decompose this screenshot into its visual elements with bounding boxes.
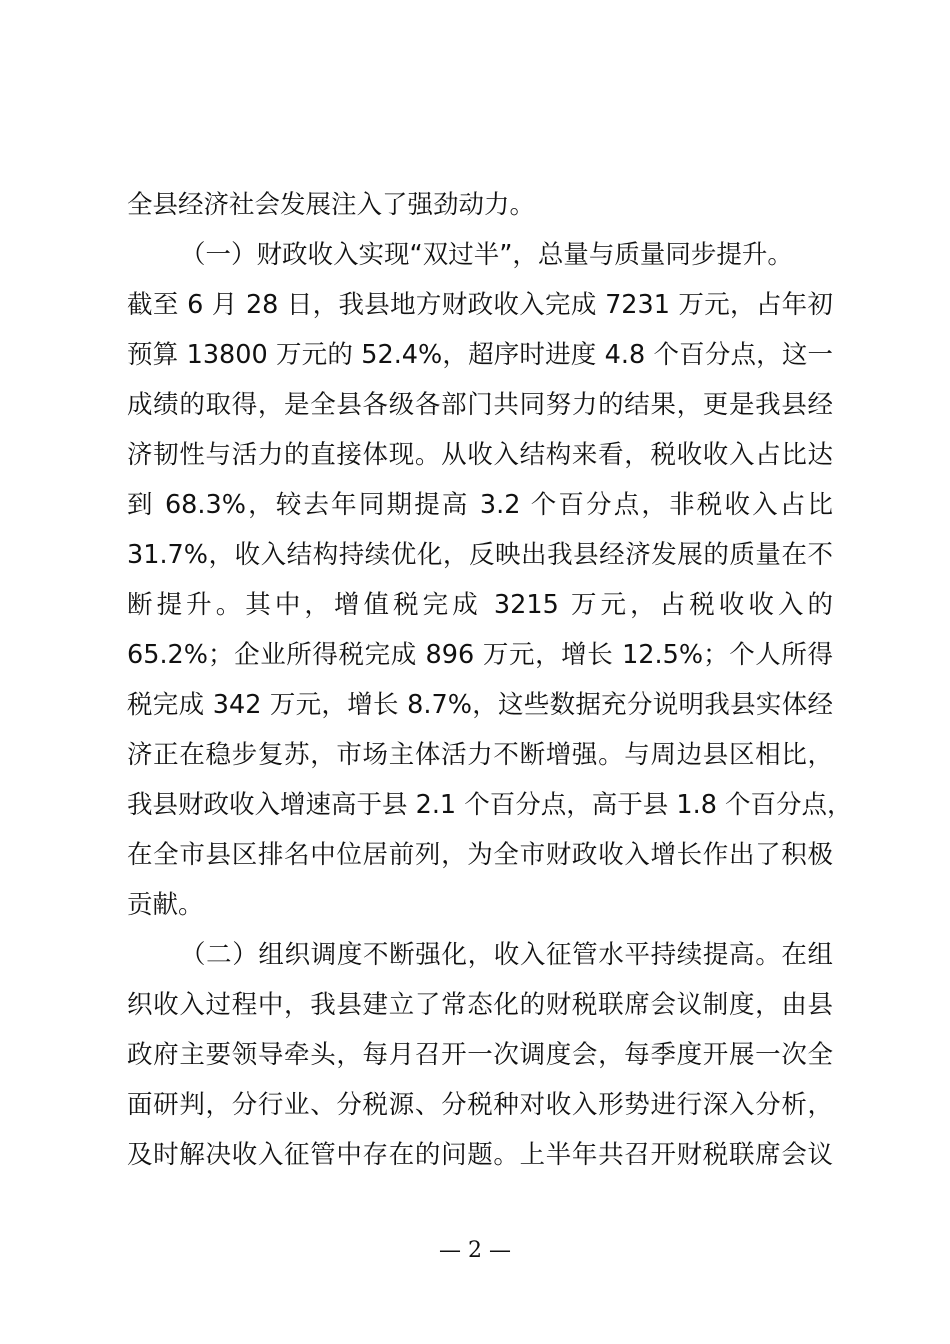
section-heading-1: （一）财政收入实现“双过半”，总量与质量同步提升。 bbox=[180, 240, 793, 270]
text-line-9: 断提升。其中，增值税完成 3215 万元，占税收收入的 bbox=[127, 590, 833, 620]
text-line-12: 济正在稳步复苏，市场主体活力不断增强。与周边县区相比， bbox=[127, 740, 833, 770]
text-line-7: 到 68.3%，较去年同期提高 3.2 个百分点，非税收入占比 bbox=[127, 490, 833, 520]
text-line-1: 全县经济社会发展注入了强劲动力。 bbox=[127, 190, 536, 220]
text-line-8: 31.7%，收入结构持续优化，反映出我县经济发展的质量在不 bbox=[127, 540, 833, 570]
page-number: — 2 — bbox=[439, 1238, 511, 1263]
text-line-3: 截至 6 月 28 日，我县地方财政收入完成 7231 万元，占年初 bbox=[127, 290, 833, 320]
text-line-11: 税完成 342 万元，增长 8.7%，这些数据充分说明我县实体经 bbox=[127, 690, 833, 720]
text-line-10: 65.2%；企业所得税完成 896 万元，增长 12.5%；个人所得 bbox=[127, 640, 833, 670]
text-line-15: 贡献。 bbox=[127, 890, 204, 920]
text-line-20: 及时解决收入征管中存在的问题。上半年共召开财税联席会议 bbox=[127, 1140, 833, 1170]
text-line-4: 预算 13800 万元的 52.4%，超序时进度 4.8 个百分点，这一 bbox=[127, 340, 833, 370]
text-line-17: 织收入过程中，我县建立了常态化的财税联席会议制度，由县 bbox=[127, 990, 833, 1020]
text-line-14: 在全市县区排名中位居前列，为全市财政收入增长作出了积极 bbox=[127, 840, 833, 870]
text-line-6: 济韧性与活力的直接体现。从收入结构来看，税收收入占比达 bbox=[127, 440, 833, 470]
text-line-5: 成绩的取得，是全县各级各部门共同努力的结果，更是我县经 bbox=[127, 390, 833, 420]
text-line-13: 我县财政收入增速高于县 2.1 个百分点，高于县 1.8 个百分点， bbox=[127, 790, 853, 820]
text-line-18: 政府主要领导牵头，每月召开一次调度会，每季度开展一次全 bbox=[127, 1040, 833, 1070]
section-heading-2: （二）组织调度不断强化，收入征管水平持续提高。在组 bbox=[180, 940, 833, 970]
text-line-19: 面研判，分行业、分税源、分税种对收入形势进行深入分析， bbox=[127, 1090, 833, 1120]
